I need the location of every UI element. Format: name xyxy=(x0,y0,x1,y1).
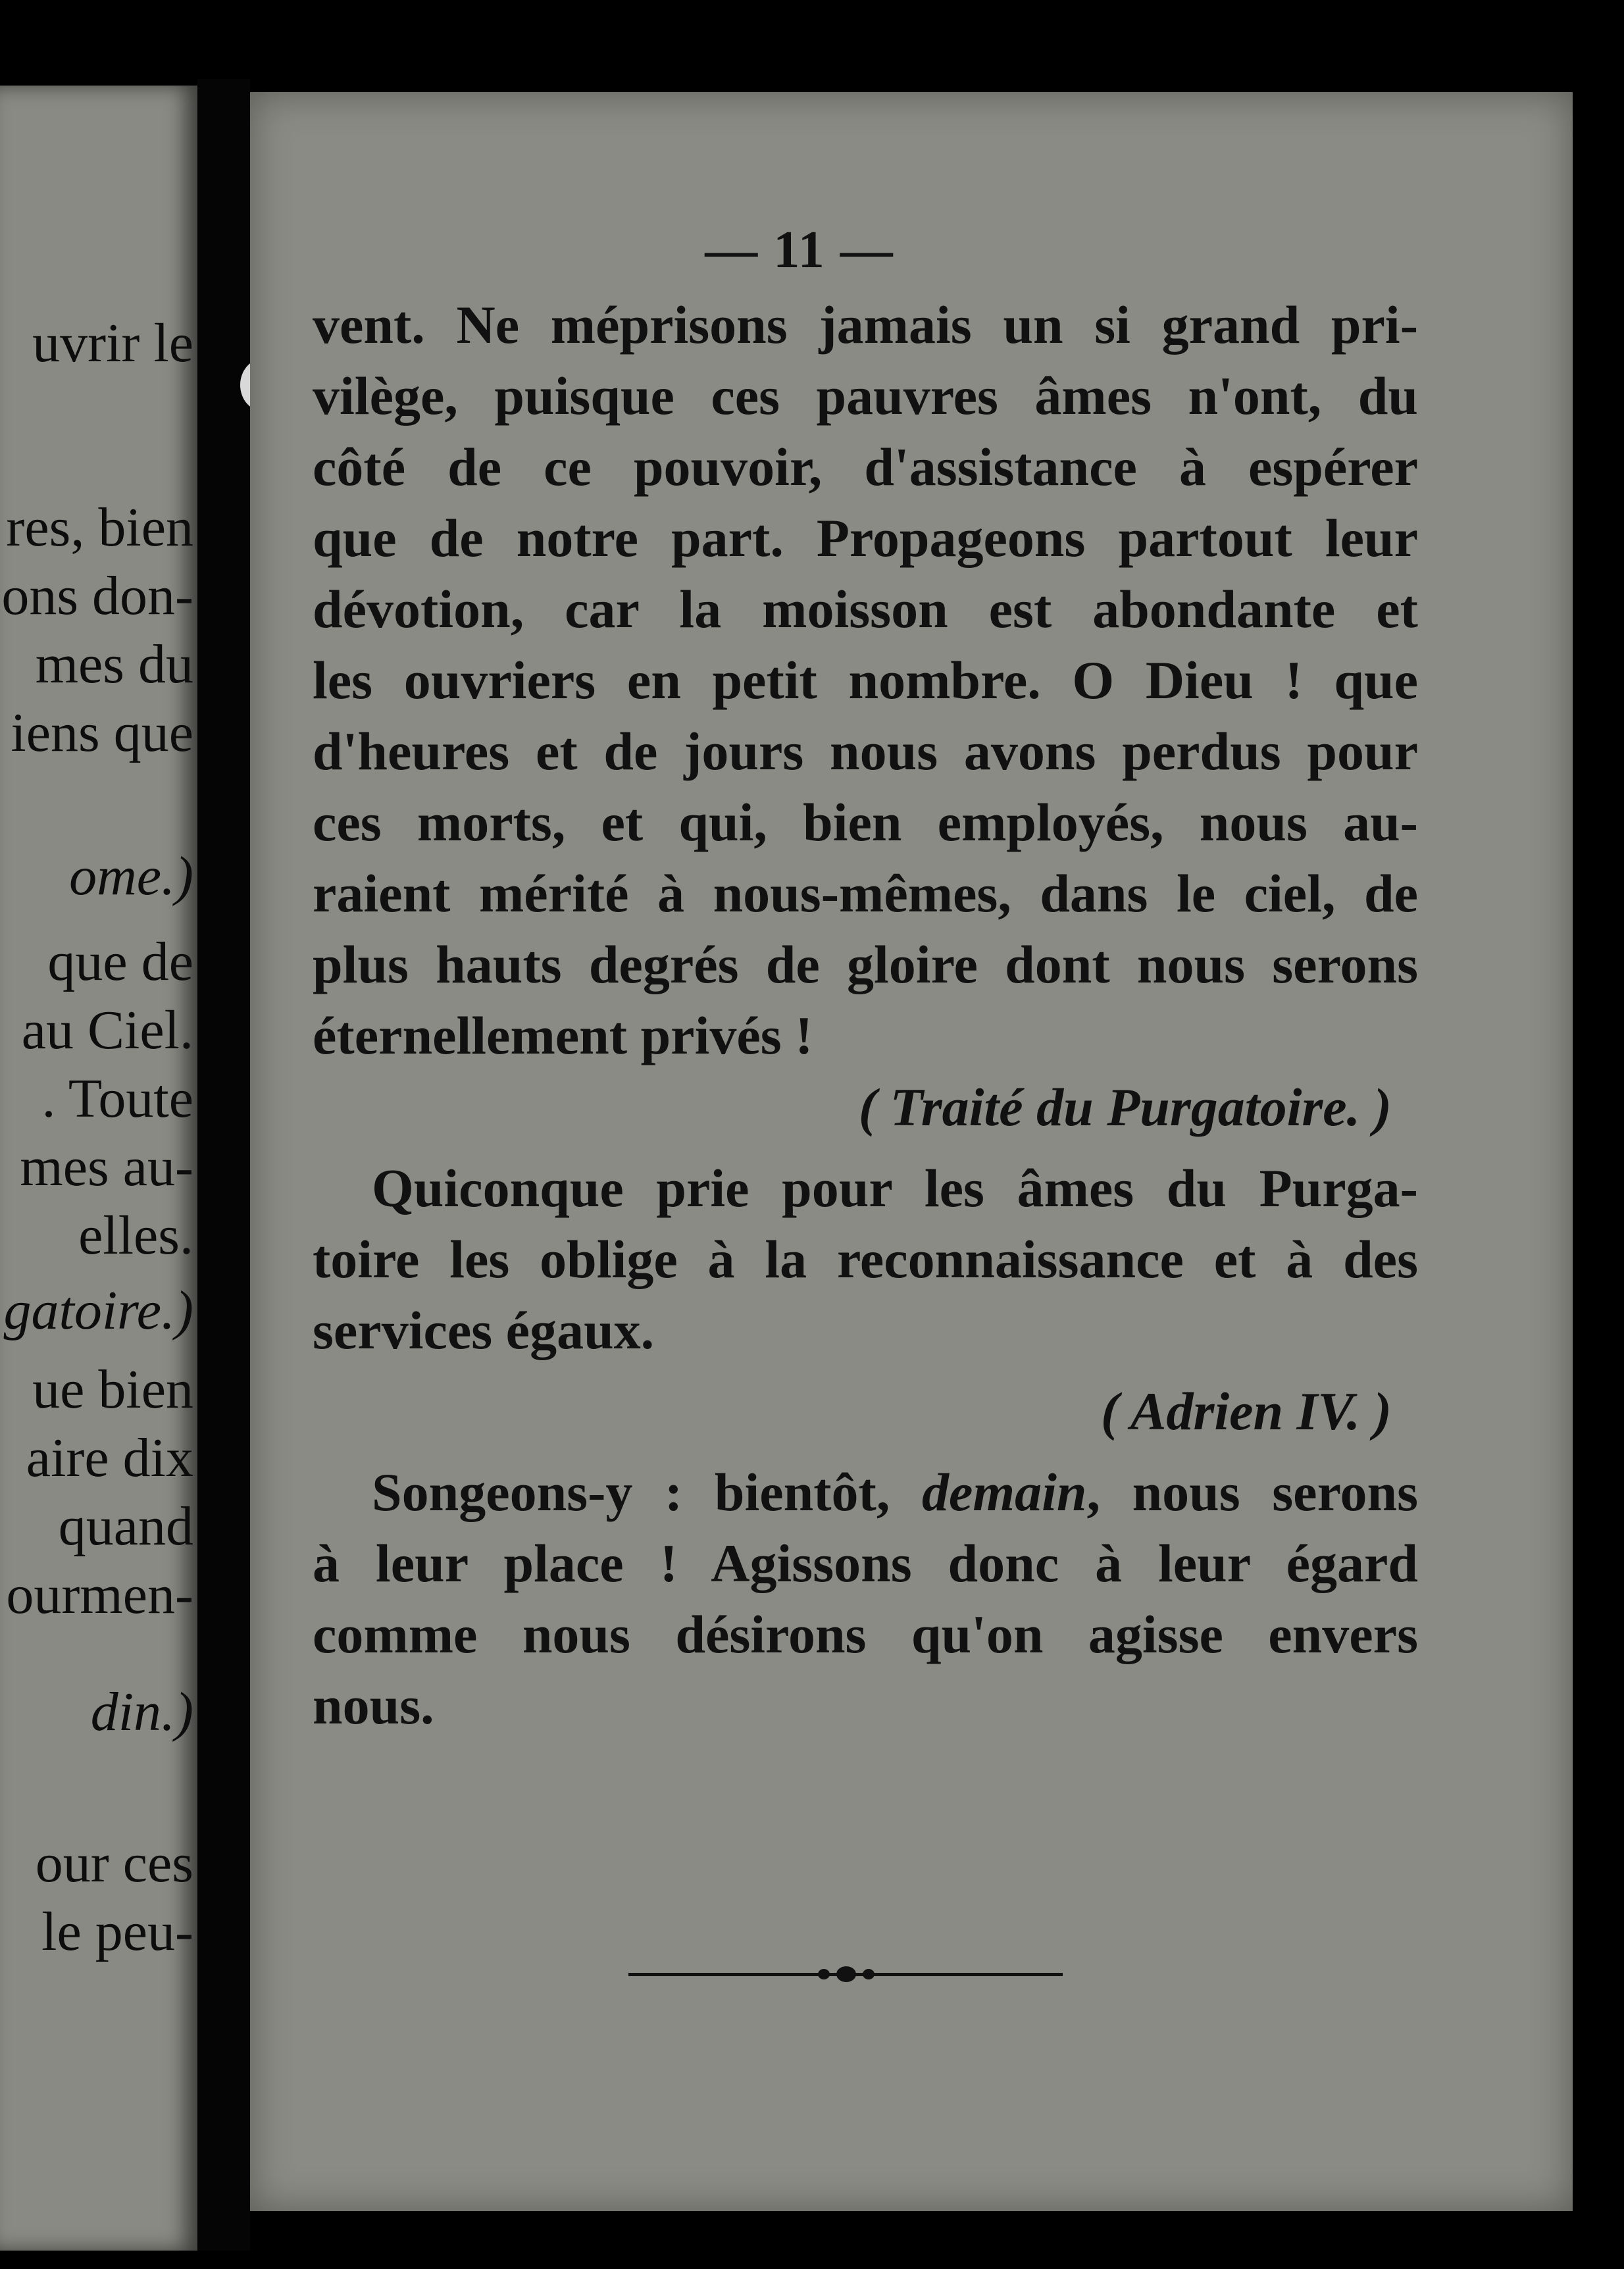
tail-ornament xyxy=(628,1961,1063,1987)
left-page-line: le peu- xyxy=(41,1901,193,1962)
left-page-line: au Ciel. xyxy=(21,1000,193,1061)
left-page-line: . Toute xyxy=(41,1068,193,1129)
text-line: côté de ce pouvoir, d'assistance à espérer xyxy=(313,437,1418,497)
left-page-line: ourmen- xyxy=(6,1564,193,1625)
page-number: — 11 — xyxy=(705,221,894,279)
left-page-line: uvrir le xyxy=(32,313,193,374)
text-line: ces morts, et qui, bien employés, nous au- xyxy=(313,792,1418,852)
text-line: à leur place ! Agissons donc à leur égard xyxy=(313,1533,1418,1593)
left-page-line: din.) xyxy=(90,1681,193,1743)
text-line: dévotion, car la moisson est abondante et xyxy=(313,579,1418,639)
left-page-line: our ces xyxy=(35,1833,193,1894)
left-page-line: elles. xyxy=(78,1205,193,1266)
left-page-line: ome.) xyxy=(69,846,193,907)
book-gutter xyxy=(197,79,250,2251)
text-line: vilège, puisque ces pauvres âmes n'ont, du xyxy=(313,366,1418,426)
text-line: plus hauts degrés de gloire dont nous serons xyxy=(313,934,1418,994)
left-page-line: que de xyxy=(47,931,193,992)
ornament-dot xyxy=(818,1969,830,1979)
left-page-fragment xyxy=(0,86,197,2251)
text-line: que de notre part. Propageons partout leur xyxy=(313,508,1418,568)
ornament-dot xyxy=(863,1969,875,1979)
attribution-traite-du-purgatoire: ( Traité du Purgatoire. ) xyxy=(858,1077,1392,1137)
text-fragment: Songeons-y : bientôt, xyxy=(372,1462,922,1522)
attribution-adrien-iv: ( Adrien IV. ) xyxy=(1101,1381,1392,1441)
text-line: toire les oblige à la reconnaissance et à des xyxy=(313,1229,1418,1289)
left-page-line: mes au- xyxy=(20,1136,193,1198)
text-line: comme nous désirons qu'on agisse envers xyxy=(313,1604,1418,1664)
text-line: raient mérité à nous-mêmes, dans le ciel, de xyxy=(313,863,1418,923)
text-line: vent. Ne méprisons jamais un si grand pri- xyxy=(313,295,1418,355)
spacer xyxy=(313,1144,1418,1153)
left-page-line: ons don- xyxy=(1,565,193,626)
left-page-line: gatoire.) xyxy=(3,1280,193,1341)
left-page-line: aire dix xyxy=(26,1427,193,1489)
ornament-dot xyxy=(836,1966,856,1982)
text-line: éternellement privés ! xyxy=(313,1006,813,1065)
left-page-line: res, bien xyxy=(6,497,193,558)
left-page-line: quand xyxy=(58,1496,193,1557)
text-line: les ouvriers en petit nombre. O Dieu ! que xyxy=(313,650,1418,710)
page-body xyxy=(313,290,1418,1741)
left-page-line: iens que xyxy=(11,702,193,763)
left-page-line: ue bien xyxy=(32,1359,193,1420)
spacer xyxy=(313,1448,1418,1457)
text-line xyxy=(313,1457,1418,1528)
text-fragment: , nous serons xyxy=(1086,1462,1419,1522)
spacer xyxy=(313,1366,1418,1375)
text-line: services égaux. xyxy=(313,1300,655,1360)
right-page xyxy=(250,92,1573,2211)
text-line: nous. xyxy=(313,1675,434,1735)
italic-word-demain: demain xyxy=(921,1462,1087,1522)
text-line: Quiconque prie pour les âmes du Purga- xyxy=(372,1158,1418,1218)
left-page-line: mes du xyxy=(35,634,193,695)
text-line: d'heures et de jours nous avons perdus pour xyxy=(313,721,1418,781)
